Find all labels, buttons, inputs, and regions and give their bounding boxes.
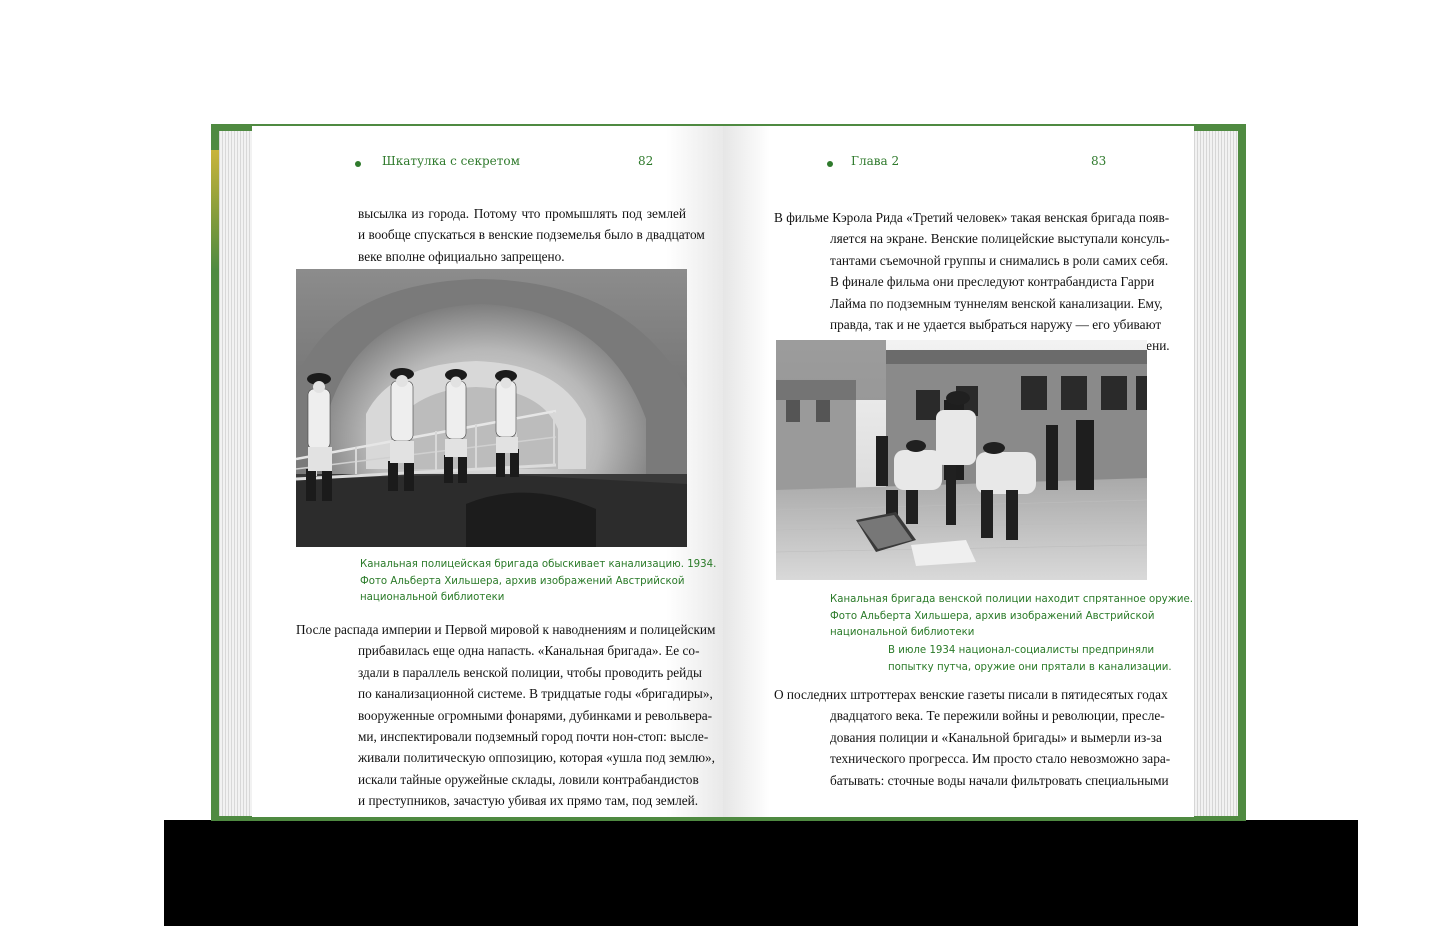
text-line: и вообще спускаться в венские подземелья было в двадцатом — [358, 227, 705, 243]
weapons-found-photo — [776, 340, 1147, 580]
text-line: батывать: сточные воды начали фильтровать специальными — [830, 772, 1169, 788]
right-running-head: Глава 2 — [851, 154, 900, 168]
left-body-paragraph — [296, 619, 716, 812]
right-intro-paragraph — [774, 207, 1170, 357]
text-line: вооруженные огромными фонарями, дубинками и револьвера- — [358, 707, 713, 723]
right-photo-note — [888, 643, 1172, 676]
caption-line: Канальная бригада венской полиции находит спрятанное оружие. — [830, 594, 1194, 605]
left-intro-paragraph — [358, 203, 705, 267]
note-line: В июле 1934 национал-социалисты предприняли — [888, 645, 1155, 656]
text-line: двадцатого века. Те пережили войны и революции, пресле- — [830, 708, 1165, 724]
caption-line: национальной библиотеки — [830, 627, 975, 639]
text-line: веке вполне официально запрещено. — [358, 248, 565, 264]
text-line: по канализационной системе. В тридцатые годы «бригадиры», — [358, 686, 713, 702]
text-line: тантами съемочной группы и снимались в роли самих себя. — [830, 252, 1169, 268]
page-block-left — [219, 131, 255, 816]
right-photo-caption — [830, 592, 1193, 642]
text-line: Лайма по подземным туннелям венской канализации. Ему, — [830, 295, 1163, 311]
right-page-number: 83 — [1091, 154, 1107, 168]
caption-line: Фото Альберта Хильшера, архив изображений Австрийской — [830, 610, 1155, 622]
text-line: технического прогресса. Им просто стало невозможно зара- — [830, 751, 1171, 767]
text-line: правда, так и не удается выбраться наружу — его убивают — [830, 317, 1162, 333]
text-line: искали тайные оружейные склады, ловили контрабандистов — [358, 771, 699, 787]
caption-line: Фото Альберта Хильшера, архив изображений Австрийской — [360, 575, 685, 587]
background-band — [164, 820, 1358, 926]
left-running-head: Шкатулка с секретом — [382, 154, 520, 168]
text-line: После распада империи и Первой мировой к наводнениям и полицейским — [296, 622, 716, 637]
left-page-number: 82 — [638, 154, 654, 168]
text-line: дования полиции и «Канальной бригады» и вымерли из-за — [830, 729, 1162, 745]
caption-line: Канальная полицейская бригада обыскивает канализацию. 1934. — [360, 559, 717, 570]
running-head-bullet — [827, 161, 833, 167]
text-line: живали политическую оппозицию, которая «ушла под землю», — [358, 750, 715, 766]
text-line: О последних штроттерах венские газеты писали в пятидесятых годах — [774, 687, 1168, 702]
note-line: попытку путча, оружие они прятали в канализации. — [888, 661, 1172, 673]
text-line: В фильме Кэрола Рида «Третий человек» такая венская бригада появ- — [774, 210, 1170, 225]
left-photo-caption — [360, 557, 716, 607]
text-line: В финале фильма они преследуют контрабандиста Гарри — [830, 274, 1155, 290]
text-line: и преступников, зачастую убивая их прямо там, под землей. — [358, 793, 699, 809]
text-line: ляется на экране. Венские полицейские выступали консуль- — [830, 231, 1170, 247]
right-body-paragraph — [774, 684, 1171, 791]
text-line: ми, инспектировали подземный город почти нон-стоп: высле- — [358, 729, 709, 745]
page-block-right — [1192, 131, 1238, 816]
sewer-brigade-photo — [296, 269, 687, 547]
cover-edge-art — [211, 150, 219, 270]
text-line: здали в параллель венской полиции, чтобы проводить рейды — [358, 664, 702, 680]
text-line: прибавилась еще одна напасть. «Канальная бригада». Ее со- — [358, 643, 700, 659]
text-line: высылка из города. Потому что промышлять под землей — [358, 206, 686, 221]
running-head-bullet — [355, 161, 361, 167]
caption-line: национальной библиотеки — [360, 592, 505, 604]
